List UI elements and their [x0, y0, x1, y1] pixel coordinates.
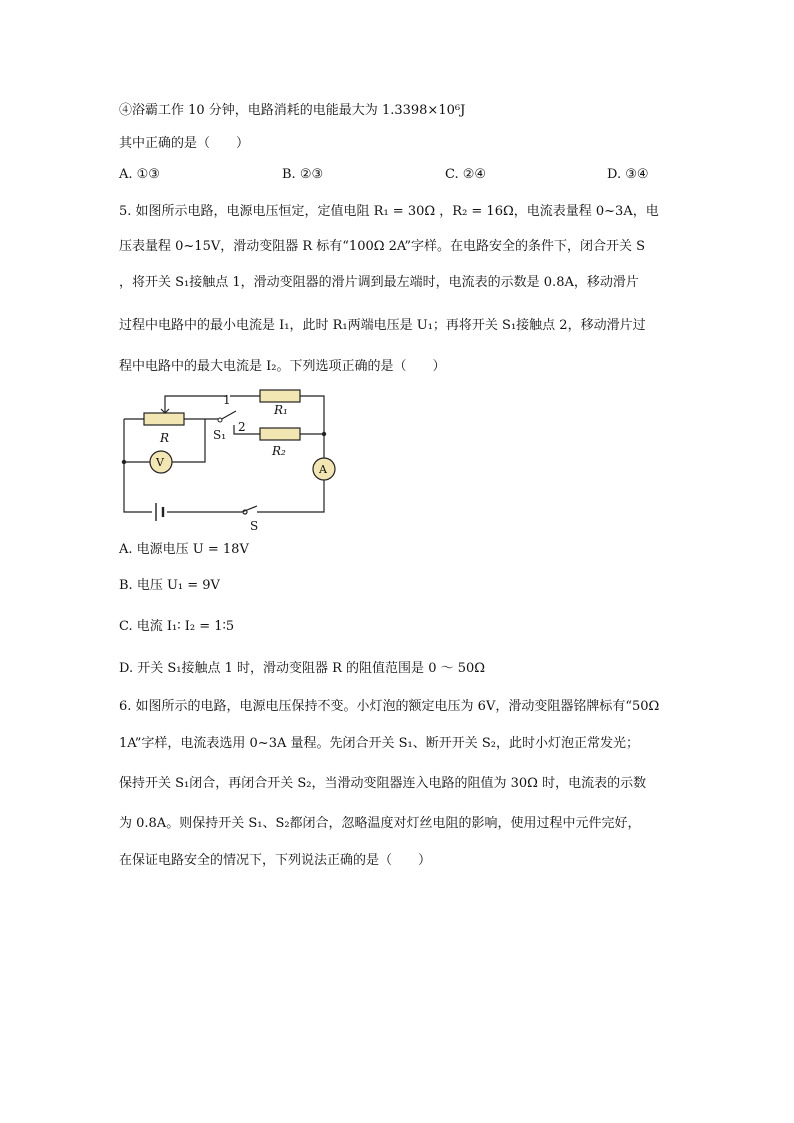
label-s1: S₁: [213, 428, 227, 442]
q5-line-1: 5. 如图所示电路，电源电压恒定，定值电阻 R₁ = 30Ω ，R₂ = 16Ω，电流表量程 0~3A，电: [119, 204, 659, 219]
q6-line-5: 在保证电路安全的情况下，下列说法正确的是（ ）: [119, 853, 432, 868]
resistor-r1: [260, 390, 300, 402]
q5-line-3: ，将开关 S₁接触点 1，滑动变阻器的滑片调到最左端时，电流表的示数是 0.8A，移动滑片: [119, 275, 639, 290]
q6-line-1: 6. 如图所示的电路，电源电压保持不变。小灯泡的额定电压为 6V，滑动变阻器铭牌标有“50Ω: [119, 699, 660, 714]
q5-circuit-diagram: [112, 384, 342, 534]
q5-line-5: 程中电路中的最大电流是 I₂。下列选项正确的是（ ）: [119, 359, 446, 374]
label-s: S: [250, 519, 259, 533]
q4-option-d: D. ③④: [607, 167, 649, 182]
label-contact-1: 1: [223, 393, 231, 407]
q5-line-2: 压表量程 0~15V，滑动变阻器 R 标有“100Ω 2A”字样。在电路安全的条件下，闭合开关 S: [119, 239, 646, 254]
rheostat-r: [144, 413, 184, 425]
q5-line-4: 过程中电路中的最小电流是 I₁，此时 R₁两端电压是 U₁；再将开关 S₁接触点 2，移动滑片过: [119, 318, 646, 333]
q4-statement-4: ④浴霸工作 10 分钟，电路消耗的电能最大为 1.3398×10⁶J: [119, 103, 466, 118]
switch-s: [242, 506, 257, 514]
q4-option-b: B. ②③: [282, 167, 324, 182]
q5-option-d: D. 开关 S₁接触点 1 时，滑动变阻器 R 的阻值范围是 0 ～ 50Ω: [119, 661, 486, 676]
label-r: R: [160, 431, 170, 445]
q5-option-c: C. 电流 I₁∶ I₂ = 1∶5: [119, 619, 235, 634]
q4-prompt: 其中正确的是（ ）: [119, 136, 250, 151]
q4-option-a: A. ①③: [119, 167, 160, 182]
label-r2: R₂: [272, 444, 286, 458]
label-v: V: [156, 456, 164, 469]
rheostat-slider-arrow: [161, 404, 169, 413]
q5-option-a: A. 电源电压 U = 18V: [119, 542, 249, 557]
label-r1: R₁: [274, 403, 288, 417]
resistor-r2: [260, 428, 300, 440]
switch-s1-contact: [218, 418, 222, 422]
label-contact-2: 2: [238, 420, 246, 434]
q4-option-c: C. ②④: [445, 167, 487, 182]
q6-line-2: 1A”字样，电流表选用 0~3A 量程。先闭合开关 S₁、断开开关 S₂，此时小灯泡正常发光；: [119, 736, 639, 751]
q6-line-4: 为 0.8A。则保持开关 S₁、S₂都闭合，忽略温度对灯丝电阻的影响，使用过程中元件完好，: [119, 816, 641, 831]
q5-option-b: B. 电压 U₁ = 9V: [119, 578, 220, 593]
battery: [156, 503, 163, 521]
junction-dot: [322, 432, 326, 436]
junction-dot: [122, 460, 126, 464]
q6-line-3: 保持开关 S₁闭合，再闭合开关 S₂，当滑动变阻器连入电路的阻值为 30Ω 时，电流表的示数: [119, 776, 647, 791]
label-a: A: [319, 463, 327, 476]
